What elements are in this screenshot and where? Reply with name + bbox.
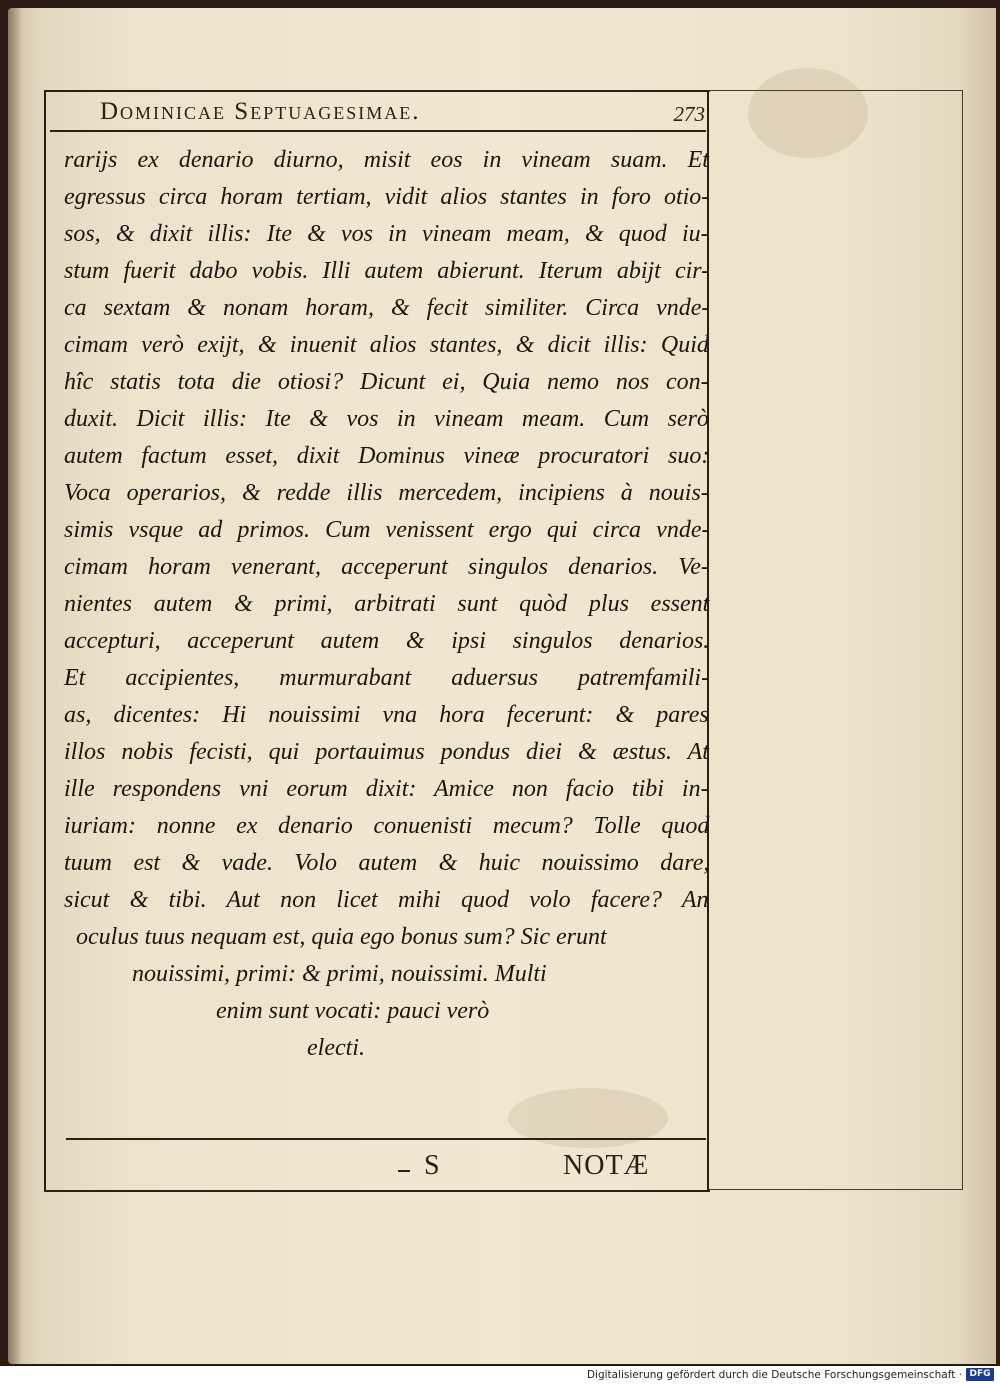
text-line: as, dicentes: Hi nouissimi vna hora fecerunt: & pares xyxy=(64,702,709,728)
page-foot xyxy=(0,1150,1000,1190)
text-line: autem factum esset, dixit Dominus vineæ procuratori suo: xyxy=(64,443,710,469)
text-line: duxit. Dicit illis: Ite & vos in vineam meam. Cum serò xyxy=(64,406,709,432)
outer-margin-right-rule xyxy=(962,90,963,1190)
outer-margin-top-rule xyxy=(709,90,963,91)
text-line: accepturi, acceperunt autem & ipsi singulos denarios. xyxy=(64,628,710,654)
dfg-logo: DFG xyxy=(966,1368,994,1381)
text-line: tuum est & vade. Volo autem & huic nouissimo dare, xyxy=(64,850,710,876)
text-line: cimam verò exijt, & inuenit alios stantes, & dicit illis: Quid xyxy=(64,332,709,358)
text-line: rarijs ex denario diurno, misit eos in vineam suam. Et xyxy=(64,147,709,173)
running-head xyxy=(50,98,705,132)
text-line: stum fuerit dabo vobis. Illi autem abierunt. Iterum abijt cir- xyxy=(64,258,710,284)
text-line: nientes autem & primi, arbitrati sunt quòd plus essent xyxy=(64,591,710,617)
frame-top-rule xyxy=(44,90,710,92)
frame-left-rule xyxy=(44,92,46,1192)
text-bottom-rule xyxy=(66,1138,706,1140)
text-line: oculus tuus nequam est, quia ego bonus sum? Sic erunt xyxy=(76,924,607,950)
page-number: 273 xyxy=(673,102,705,126)
text-line: illos nobis fecisti, qui portauimus pondus diei & æstus. At xyxy=(64,739,709,765)
paper-stain xyxy=(748,68,868,158)
text-line: ca sextam & nonam horam, & fecit similiter. Circa vnde- xyxy=(64,295,710,321)
text-line: iuriam: nonne ex denario conuenisti mecum? Tolle quod xyxy=(64,813,710,839)
text-line: cimam horam venerant, acceperunt singulos denarios. Ve- xyxy=(64,554,709,580)
text-line: sos, & dixit illis: Ite & vos in vineam meam, & quod iu- xyxy=(64,221,709,247)
catchword: NOTÆ xyxy=(563,1150,650,1181)
text-line: egressus circa horam tertiam, vidit alios stantes in foro otio- xyxy=(64,184,710,210)
running-title: Dominicae Septuagesimae. xyxy=(100,98,421,125)
digitization-credit: Digitalisierung gefördert durch die Deutsche Forschungsgemeinschaft · xyxy=(586,1369,962,1381)
text-line: hîc statis tota die otiosi? Dicunt ei, Quia nemo nos con- xyxy=(64,369,709,395)
dash-ornament xyxy=(398,1170,410,1172)
text-line: electi. xyxy=(307,1035,365,1061)
text-line: simis vsque ad primos. Cum venissent ergo qui circa vnde- xyxy=(64,517,710,543)
text-line: enim sunt vocati: pauci verò xyxy=(216,998,490,1024)
signature-mark: S xyxy=(424,1150,440,1181)
text-line: Et accipientes, murmurabant aduersus patremfamili- xyxy=(64,665,710,691)
text-line: Voca operarios, & redde illis mercedem, incipiens à nouis- xyxy=(64,480,709,506)
text-line: sicut & tibi. Aut non licet mihi quod volo facere? An xyxy=(64,887,709,913)
text-line: ille respondens vni eorum dixit: Amice non facio tibi in- xyxy=(64,776,709,802)
text-line: nouissimi, primi: & primi, nouissimi. Multi xyxy=(132,961,547,987)
frame-bottom-rule xyxy=(44,1190,710,1192)
